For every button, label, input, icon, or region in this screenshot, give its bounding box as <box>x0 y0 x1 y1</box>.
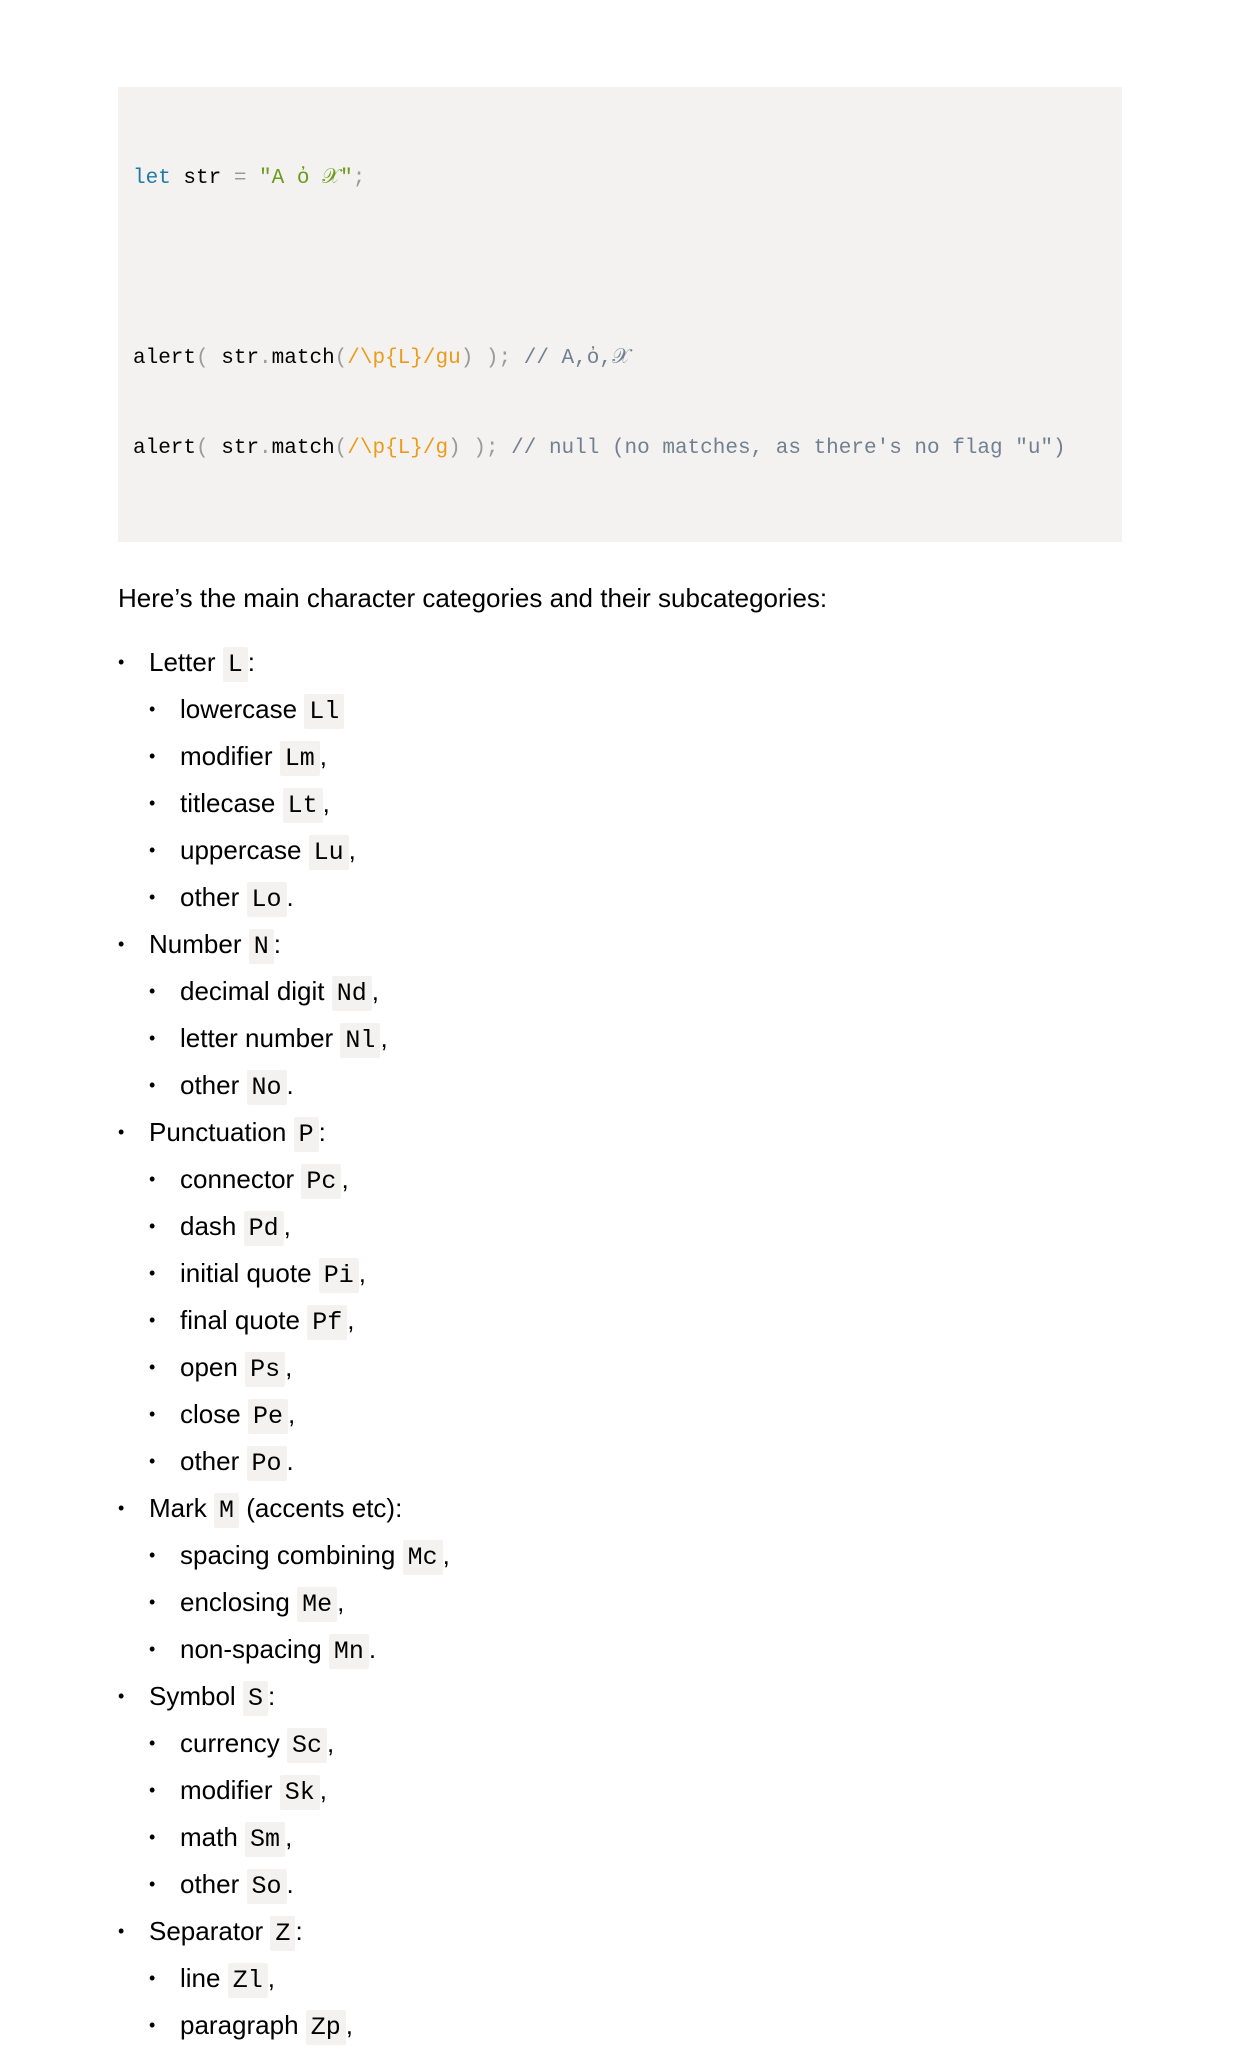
code-punctuation: ( <box>196 437 222 460</box>
subcategory-item <box>149 1439 1122 1486</box>
category-suffix: : <box>273 929 281 959</box>
subcategory-label: non-spacing <box>180 1634 322 1664</box>
subcategory-item <box>149 1016 1122 1063</box>
code-comment: // null (no matches, as there's no flag "u") <box>498 437 1066 460</box>
subcategory-code: Zp <box>306 2010 346 2045</box>
subcategory-suffix: , <box>285 1352 293 1382</box>
category-item <box>118 922 1122 1110</box>
subcategory-label: currency <box>180 1728 280 1758</box>
bullet-icon: • <box>118 1498 125 1518</box>
code-line-3 <box>133 434 1107 464</box>
category-code: L <box>223 647 248 682</box>
subcategory-item <box>149 781 1122 828</box>
subcategory-suffix: , <box>319 741 327 771</box>
subcategory-label: decimal digit <box>180 976 325 1006</box>
subcategory-code: Sk <box>280 1775 320 1810</box>
subcategory-code: Sm <box>245 1822 285 1857</box>
code-identifier: str <box>170 167 234 190</box>
code-regex: /\p{L}/gu <box>347 347 461 370</box>
subcategory-code: Pi <box>319 1258 359 1293</box>
code-method: match <box>271 347 335 370</box>
subcategory-item <box>149 1956 1122 2003</box>
subcategory-list <box>149 1157 1122 1486</box>
subcategory-label: other <box>180 1869 240 1899</box>
subcategory-code: Nd <box>332 976 372 1011</box>
code-punctuation: ) ); <box>460 347 512 370</box>
code-punctuation: ( <box>196 347 222 370</box>
subcategory-suffix: , <box>345 2010 354 2040</box>
subcategory-item <box>149 1768 1122 1815</box>
category-label: Number <box>149 929 242 959</box>
code-comment: // A,ὀ,𝒳 <box>511 347 631 370</box>
subcategory-code: Mn <box>329 1634 369 1669</box>
subcategory-label: line <box>180 1963 221 1993</box>
code-regex: /\p{L}/g <box>347 437 449 460</box>
code-string: "A ὀ 𝒳" <box>246 167 353 190</box>
subcategory-suffix: , <box>341 1164 349 1194</box>
subcategory-item <box>149 2003 1122 2050</box>
subcategory-label: dash <box>180 1211 237 1241</box>
subcategory-code: Lm <box>280 741 320 776</box>
subcategory-label: other <box>180 1446 240 1476</box>
bullet-icon: • <box>149 1028 156 1048</box>
bullet-icon: • <box>149 1169 156 1189</box>
category-item <box>118 1909 1122 2050</box>
bullet-icon: • <box>118 1686 125 1706</box>
bullet-icon: • <box>149 1545 156 1565</box>
subcategory-item <box>149 1392 1122 1439</box>
code-function: alert <box>133 437 197 460</box>
category-suffix: (accents etc): <box>239 1493 403 1523</box>
subcategory-suffix: , <box>267 1963 275 1993</box>
subcategory-item <box>149 687 1122 734</box>
bullet-icon: • <box>149 1780 156 1800</box>
code-punctuation: . <box>259 437 272 460</box>
category-suffix: : <box>318 1117 326 1147</box>
category-code: Z <box>270 1916 295 1951</box>
category-code: P <box>294 1117 319 1152</box>
bullet-icon: • <box>149 840 156 860</box>
subcategory-suffix: , <box>322 788 330 818</box>
category-label: Separator <box>149 1916 264 1946</box>
article-content <box>118 87 1122 2050</box>
bullet-icon: • <box>118 1921 125 1941</box>
code-function: alert <box>133 347 197 370</box>
subcategory-suffix: . <box>286 1446 294 1476</box>
code-line-1 <box>133 164 1107 194</box>
bullet-icon: • <box>149 1874 156 1894</box>
bullet-icon: • <box>149 1075 156 1095</box>
bullet-icon: • <box>149 1357 156 1377</box>
subcategory-code: So <box>247 1869 287 1904</box>
subcategory-label: uppercase <box>180 835 302 865</box>
subcategory-suffix: . <box>286 882 294 912</box>
code-punctuation: . <box>259 347 272 370</box>
category-item <box>118 1110 1122 1486</box>
bullet-icon: • <box>149 793 156 813</box>
subcategory-suffix: , <box>380 1023 388 1053</box>
subcategory-item <box>149 1204 1122 1251</box>
subcategory-code: Ll <box>304 694 344 729</box>
subcategory-list <box>149 1956 1122 2050</box>
subcategory-item <box>149 969 1122 1016</box>
subcategory-code: Lu <box>309 835 349 870</box>
bullet-icon: • <box>149 1827 156 1847</box>
bullet-icon: • <box>118 1122 125 1142</box>
category-code: S <box>243 1681 268 1716</box>
subcategory-suffix: , <box>337 1587 345 1617</box>
bullet-icon: • <box>149 887 156 907</box>
subcategory-item <box>149 1533 1122 1580</box>
subcategory-item <box>149 1251 1122 1298</box>
subcategory-list <box>149 687 1122 922</box>
subcategory-suffix: , <box>348 835 356 865</box>
subcategory-code: Me <box>297 1587 337 1622</box>
subcategory-list <box>149 1721 1122 1909</box>
category-label: Symbol <box>149 1681 236 1711</box>
subcategory-label: titlecase <box>180 788 276 818</box>
category-suffix: : <box>247 647 255 677</box>
category-list <box>118 640 1122 2050</box>
subcategory-item <box>149 1627 1122 1674</box>
code-punctuation: ; <box>352 167 366 190</box>
subcategory-label: open <box>180 1352 238 1382</box>
subcategory-suffix: , <box>283 1211 291 1241</box>
code-punctuation: ( <box>334 437 348 460</box>
bullet-icon: • <box>118 652 125 672</box>
bullet-icon: • <box>149 1451 156 1471</box>
subcategory-code: Mc <box>403 1540 443 1575</box>
subcategory-item <box>149 1298 1122 1345</box>
subcategory-code: Sc <box>287 1728 327 1763</box>
bullet-icon: • <box>149 746 156 766</box>
subcategory-label: close <box>180 1399 241 1429</box>
subcategory-item <box>149 1063 1122 1110</box>
subcategory-label: modifier <box>180 1775 273 1805</box>
code-method: match <box>271 437 335 460</box>
subcategory-label: paragraph <box>180 2010 299 2040</box>
code-blank-line <box>133 254 1107 284</box>
category-label: Punctuation <box>149 1117 287 1147</box>
subcategory-code: Nl <box>340 1023 380 1058</box>
subcategory-code: Pf <box>307 1305 347 1340</box>
subcategory-label: other <box>180 1070 240 1100</box>
subcategory-item <box>149 1862 1122 1909</box>
subcategory-item <box>149 1721 1122 1768</box>
category-code: M <box>214 1493 239 1528</box>
category-item <box>118 1486 1122 1674</box>
subcategory-code: Lt <box>283 788 323 823</box>
subcategory-code: Lo <box>247 882 287 917</box>
subcategory-suffix: , <box>285 1822 293 1852</box>
subcategory-suffix: , <box>319 1775 327 1805</box>
subcategory-code: Pe <box>248 1399 288 1434</box>
subcategory-item <box>149 1345 1122 1392</box>
bullet-icon: • <box>149 699 156 719</box>
code-operator: = <box>233 167 247 190</box>
category-item <box>118 640 1122 922</box>
code-identifier: str <box>221 437 260 460</box>
bullet-icon: • <box>118 934 125 954</box>
category-label: Mark <box>149 1493 207 1523</box>
category-code: N <box>249 929 274 964</box>
subcategory-code: No <box>247 1070 287 1105</box>
subcategory-label: initial quote <box>180 1258 312 1288</box>
code-identifier: str <box>221 347 260 370</box>
subcategory-code: Pd <box>244 1211 284 1246</box>
subcategory-code: Zl <box>228 1963 268 1998</box>
subcategory-suffix: . <box>286 1070 294 1100</box>
subcategory-code: Pc <box>301 1164 341 1199</box>
code-line-2 <box>133 344 1107 374</box>
subcategory-suffix: , <box>326 1728 335 1758</box>
subcategory-label: lowercase <box>180 694 298 724</box>
subcategory-code: Po <box>247 1446 287 1481</box>
subcategory-label: connector <box>180 1164 295 1194</box>
subcategory-suffix: , <box>442 1540 450 1570</box>
category-suffix: : <box>295 1916 303 1946</box>
subcategory-label: spacing combining <box>180 1540 396 1570</box>
subcategory-suffix: . <box>286 1869 294 1899</box>
subcategory-label: letter number <box>180 1023 334 1053</box>
subcategory-item <box>149 1580 1122 1627</box>
code-example <box>118 87 1122 542</box>
subcategory-label: modifier <box>180 741 273 771</box>
category-suffix: : <box>267 1681 276 1711</box>
subcategory-label: enclosing <box>180 1587 290 1617</box>
bullet-icon: • <box>149 1968 156 1988</box>
subcategory-suffix: , <box>347 1305 355 1335</box>
category-label: Letter <box>149 647 216 677</box>
subcategory-item <box>149 828 1122 875</box>
subcategory-item <box>149 875 1122 922</box>
bullet-icon: • <box>149 981 156 1001</box>
subcategory-item <box>149 1815 1122 1862</box>
bullet-icon: • <box>149 2015 156 2035</box>
subcategory-label: math <box>180 1822 238 1852</box>
bullet-icon: • <box>149 1216 156 1236</box>
subcategory-item <box>149 1157 1122 1204</box>
bullet-icon: • <box>149 1263 156 1283</box>
intro-paragraph: Here’s the main character categories and their subcategories: <box>118 583 828 613</box>
subcategory-code: Ps <box>245 1352 285 1387</box>
subcategory-label: other <box>180 882 240 912</box>
subcategory-suffix: , <box>358 1258 367 1288</box>
bullet-icon: • <box>149 1404 156 1424</box>
bullet-icon: • <box>149 1310 156 1330</box>
subcategory-item <box>149 734 1122 781</box>
subcategory-suffix: . <box>368 1634 377 1664</box>
subcategory-label: final quote <box>180 1305 300 1335</box>
category-item <box>118 1674 1122 1909</box>
code-punctuation: ) ); <box>448 437 499 460</box>
bullet-icon: • <box>149 1639 156 1659</box>
subcategory-suffix: , <box>371 976 379 1006</box>
subcategory-list <box>149 1533 1122 1674</box>
code-punctuation: ( <box>334 347 348 370</box>
subcategory-suffix: , <box>287 1399 296 1429</box>
subcategory-list <box>149 969 1122 1110</box>
bullet-icon: • <box>149 1592 156 1612</box>
bullet-icon: • <box>149 1733 156 1753</box>
code-keyword: let <box>133 167 171 190</box>
